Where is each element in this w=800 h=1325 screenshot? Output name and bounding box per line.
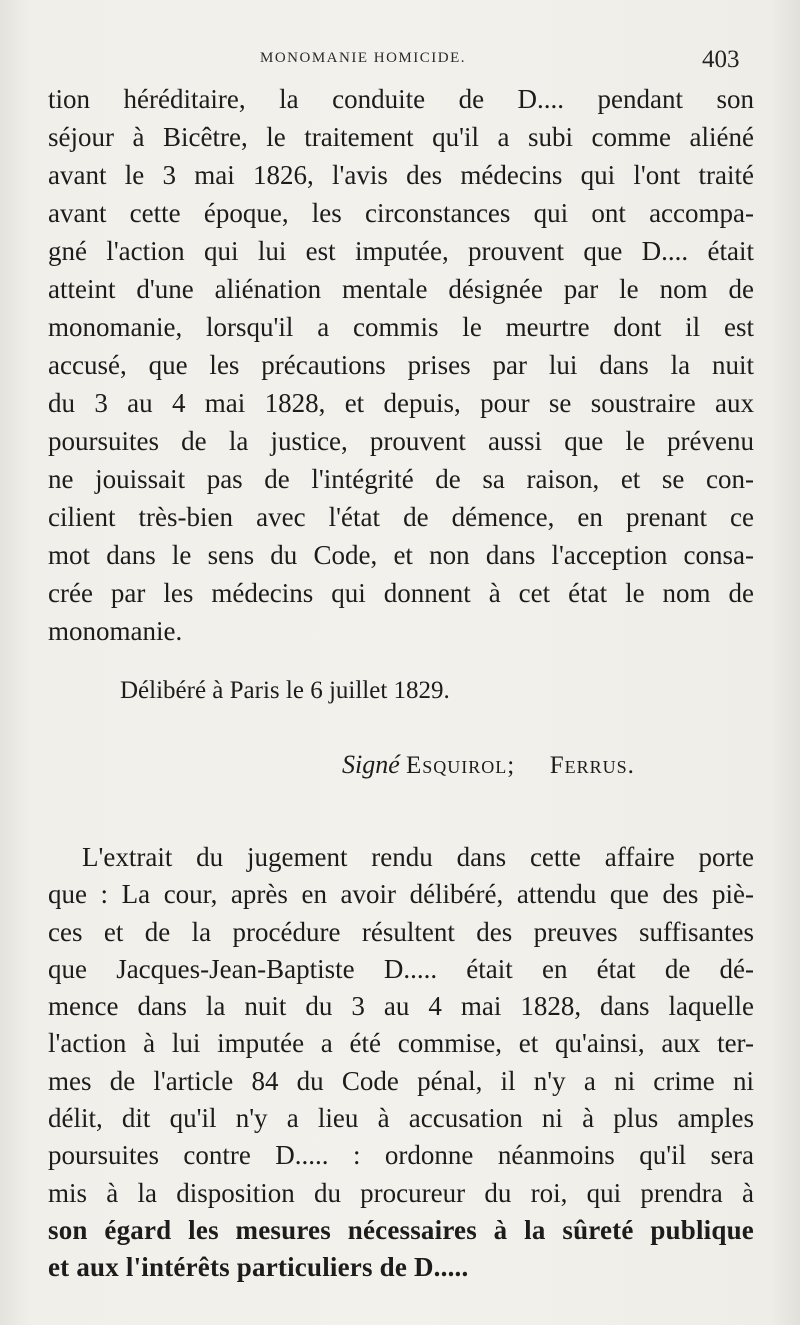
text-line: mis à la disposition du procureur du roi, qui prendra à: [48, 1177, 754, 1208]
text-line: que : La cour, après en avoir délibéré, attendu que des piè-: [48, 879, 754, 910]
text-line: l'action à lui imputée a été commise, et qu'ainsi, aux ter-: [48, 1028, 754, 1059]
text-line: monomanie, lorsqu'il a commis le meurtre dont il est: [48, 312, 754, 342]
text-line: avant le 3 mai 1826, l'avis des médecins qui l'ont traité: [48, 160, 754, 190]
text-line: poursuites de la justice, prouvent aussi que le prévenu: [48, 426, 754, 456]
signatory-ferrus: Ferrus.: [549, 752, 635, 779]
text-line: ne jouissait pas de l'intégrité de sa raison, et se con-: [48, 464, 754, 494]
page-number: 403: [702, 46, 740, 73]
text-line: L'extrait du jugement rendu dans cette affaire porte: [82, 842, 754, 872]
paragraph-continued: [48, 80, 754, 650]
place-date-line: Délibéré à Paris le 6 juillet 1829.: [120, 677, 450, 704]
running-title: MONOMANIE HOMICIDE.: [260, 50, 466, 66]
text-line: que Jacques-Jean-Baptiste D..... était en état de dé-: [48, 953, 754, 984]
text-line: accusé, que les précautions prises par lui dans la nuit: [48, 350, 754, 380]
signature-line: [342, 745, 635, 785]
text-line: poursuites contre D..... : ordonne néanmoins qu'il sera: [48, 1140, 754, 1171]
text-line: crée par les médecins qui donnent à cet état le nom de: [48, 578, 754, 608]
running-head: [0, 46, 800, 76]
text-line: ces et de la procédure résultent des preuves suffisantes: [48, 916, 754, 947]
text-line: et aux l'intérêts particuliers de D.....: [48, 1252, 469, 1283]
text-line: mes de l'article 84 du Code pénal, il n'y a ni crime ni: [48, 1065, 754, 1096]
text-line: mot dans le sens du Code, et non dans l'acception consa-: [48, 540, 754, 570]
signatory-esquirol: Esquirol;: [406, 752, 516, 779]
text-line: séjour à Bicêtre, le traitement qu'il a subi comme aliéné: [48, 122, 754, 152]
text-line: monomanie.: [48, 616, 183, 646]
text-line: délit, dit qu'il n'y a lieu à accusation ni à plus amples: [48, 1103, 754, 1134]
signed-label: Signé: [342, 750, 400, 779]
paragraph-judgment-extract: [48, 839, 754, 1287]
text-line: avant cette époque, les circonstances qui ont accompa-: [48, 198, 754, 228]
text-line: du 3 au 4 mai 1828, et depuis, pour se soustraire aux: [48, 388, 754, 418]
text-line: cilient très-bien avec l'état de démence, en prenant ce: [48, 502, 754, 532]
text-line: son égard les mesures nécessaires à la sûreté publique: [48, 1214, 754, 1245]
text-line: tion héréditaire, la conduite de D.... pendant son: [48, 84, 754, 114]
text-line: atteint d'une aliénation mentale désignée par le nom de: [48, 274, 754, 304]
text-line: mence dans la nuit du 3 au 4 mai 1828, dans laquelle: [48, 991, 754, 1022]
text-line: gné l'action qui lui est imputée, prouvent que D.... était: [48, 236, 754, 266]
